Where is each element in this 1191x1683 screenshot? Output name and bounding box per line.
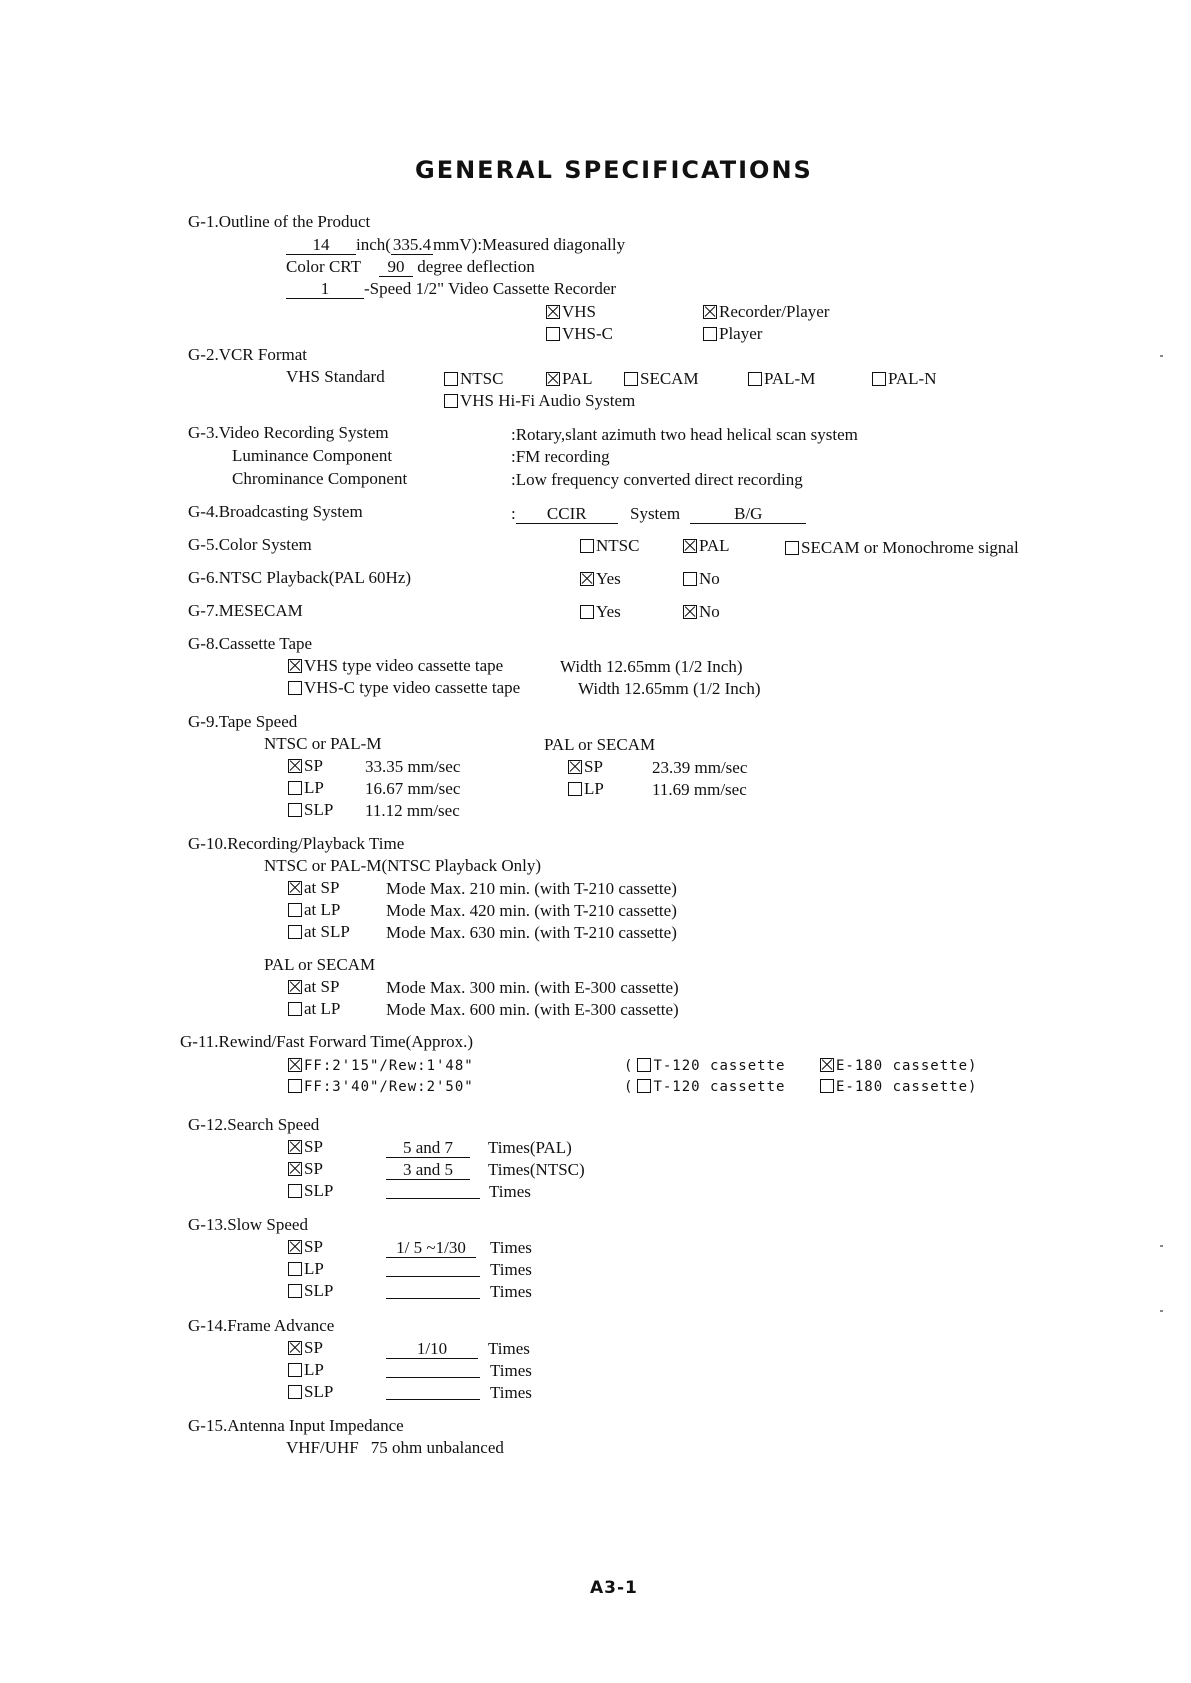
checkbox-checked-icon bbox=[288, 881, 302, 895]
g6-yes bbox=[580, 569, 621, 589]
label: VHS Hi-Fi Audio System bbox=[460, 391, 636, 410]
g1-crt-size-line bbox=[286, 235, 625, 255]
g2-label: VHS Standard bbox=[286, 367, 385, 386]
antenna-value: 75 ohm unbalanced bbox=[370, 1438, 504, 1457]
label: at LP bbox=[304, 900, 341, 919]
g5-pal bbox=[683, 536, 730, 556]
checkbox-empty-icon bbox=[872, 372, 886, 386]
blank-line bbox=[386, 1282, 480, 1299]
checkbox-empty-icon bbox=[288, 925, 302, 939]
g1-color-crt-line bbox=[286, 257, 535, 277]
g10-pal-heading: PAL or SECAM bbox=[264, 955, 376, 974]
times-label: Times bbox=[490, 1361, 532, 1380]
checkbox-empty-icon bbox=[288, 681, 302, 695]
checkbox-empty-icon bbox=[288, 1363, 302, 1377]
g5-heading: G-5.Color System bbox=[188, 535, 312, 554]
paren: ( bbox=[624, 1079, 634, 1095]
blank-line bbox=[386, 1361, 480, 1378]
g9-ntsc-slp-value: 11.12 mm/sec bbox=[365, 801, 460, 820]
checkbox-empty-icon bbox=[637, 1079, 651, 1093]
g13-heading: G-13.Slow Speed bbox=[188, 1215, 308, 1234]
label: SP bbox=[304, 1338, 323, 1357]
g2-heading: G-2.VCR Format bbox=[188, 345, 307, 364]
g10-heading: G-10.Recording/Playback Time bbox=[188, 834, 405, 853]
checkbox-empty-icon bbox=[624, 372, 638, 386]
checkbox-empty-icon bbox=[288, 781, 302, 795]
checkbox-checked-icon bbox=[820, 1058, 834, 1072]
g1-recorder-player bbox=[703, 302, 829, 322]
g12-ntsc-line bbox=[386, 1160, 585, 1180]
times-label: Times bbox=[490, 1383, 532, 1402]
checkbox-empty-icon bbox=[288, 1262, 302, 1276]
crt-size-inch: 14 bbox=[286, 236, 356, 255]
g12-slp-line bbox=[386, 1182, 531, 1202]
crt-size-mm: 335.4 bbox=[392, 235, 432, 254]
search-ntsc-label: Times(NTSC) bbox=[488, 1160, 585, 1179]
g6-heading: G-6.NTSC Playback(PAL 60Hz) bbox=[188, 568, 412, 587]
label: SP bbox=[584, 757, 603, 776]
label: VHS-C type video cassette tape bbox=[304, 678, 521, 697]
checkbox-checked-icon bbox=[288, 1240, 302, 1254]
g12-sp-pal bbox=[288, 1137, 323, 1157]
g3-heading: G-3.Video Recording System bbox=[188, 423, 389, 442]
g3-heading-value: :Rotary,slant azimuth two head helical scan system bbox=[511, 425, 858, 444]
speed-suffix: -Speed 1/2" Video Cassette Recorder bbox=[364, 279, 617, 298]
checkbox-empty-icon bbox=[546, 327, 560, 341]
g2-pal-n bbox=[872, 369, 937, 389]
checkbox-checked-icon bbox=[568, 760, 582, 774]
checkbox-empty-icon bbox=[568, 782, 582, 796]
deflection-value: 90 bbox=[379, 258, 413, 277]
g6-no bbox=[683, 569, 720, 589]
g15-line bbox=[286, 1438, 504, 1458]
label: VHS bbox=[562, 302, 597, 321]
label: PAL-M bbox=[764, 369, 816, 388]
g11-row2-t120 bbox=[624, 1077, 785, 1097]
page-number: A3-1 bbox=[590, 1578, 638, 1598]
g1-vhs-c bbox=[546, 324, 613, 344]
checkbox-checked-icon bbox=[288, 1162, 302, 1176]
label: SP bbox=[304, 1159, 323, 1178]
times-label: Times bbox=[490, 1282, 532, 1301]
page-title: GENERAL SPECIFICATIONS bbox=[415, 156, 813, 184]
g14-lp-line bbox=[386, 1361, 532, 1381]
g10-pal-sp-value: Mode Max. 300 min. (with E-300 cassette) bbox=[386, 978, 679, 997]
broadcast-system: B/G bbox=[690, 505, 806, 524]
label: FF:2'15"/Rew:1'48" bbox=[304, 1058, 474, 1074]
g9-pal-lp bbox=[568, 779, 604, 799]
g9-ntsc-slp bbox=[288, 800, 333, 820]
g12-sp-ntsc bbox=[288, 1159, 323, 1179]
g9-ntsc-heading: NTSC or PAL-M bbox=[264, 734, 382, 753]
broadcast-standard: CCIR bbox=[516, 505, 618, 524]
label: at SP bbox=[304, 878, 340, 897]
checkbox-empty-icon bbox=[288, 1385, 302, 1399]
label: LP bbox=[304, 1259, 324, 1278]
times-label: Times bbox=[490, 1260, 532, 1279]
checkbox-empty-icon bbox=[444, 394, 458, 408]
label: FF:3'40"/Rew:2'50" bbox=[304, 1079, 474, 1095]
checkbox-empty-icon bbox=[580, 605, 594, 619]
g5-ntsc bbox=[580, 536, 639, 556]
g15-heading: G-15.Antenna Input Impedance bbox=[188, 1416, 404, 1435]
g10-ntsc-slp-value: Mode Max. 630 min. (with T-210 cassette) bbox=[386, 923, 677, 942]
g10-pal-sp bbox=[288, 977, 339, 997]
deflection-suffix: degree deflection bbox=[417, 257, 535, 276]
search-pal-label: Times(PAL) bbox=[488, 1138, 572, 1157]
g8-vhs-width: Width 12.65mm (1/2 Inch) bbox=[560, 657, 743, 676]
g12-slp bbox=[288, 1181, 333, 1201]
label: SLP bbox=[304, 1382, 334, 1401]
g14-sp-line bbox=[386, 1339, 530, 1359]
g9-ntsc-sp bbox=[288, 756, 323, 776]
g4-heading: G-4.Broadcasting System bbox=[188, 502, 363, 521]
checkbox-checked-icon bbox=[546, 305, 560, 319]
g1-speed-line bbox=[286, 279, 616, 299]
search-ntsc-value: 3 and 5 bbox=[386, 1161, 470, 1180]
g10-ntsc-lp bbox=[288, 900, 340, 920]
g1-heading: G-1.Outline of the Product bbox=[188, 212, 371, 231]
g13-sp bbox=[288, 1237, 323, 1257]
label: PAL bbox=[699, 536, 730, 555]
g3-chrominance: Chrominance Component bbox=[232, 469, 408, 488]
g9-ntsc-lp bbox=[288, 778, 324, 798]
label: SLP bbox=[304, 800, 334, 819]
checkbox-checked-icon bbox=[683, 539, 697, 553]
g5-secam bbox=[785, 538, 1019, 558]
label: VHS-C bbox=[562, 324, 614, 343]
g10-ntsc-sp bbox=[288, 878, 339, 898]
label: PAL bbox=[562, 369, 593, 388]
label: T-120 cassette bbox=[653, 1058, 786, 1074]
checkbox-empty-icon bbox=[288, 1002, 302, 1016]
g9-pal-lp-value: 11.69 mm/sec bbox=[652, 780, 747, 799]
g9-ntsc-lp-value: 16.67 mm/sec bbox=[365, 779, 461, 798]
g9-pal-sp-value: 23.39 mm/sec bbox=[652, 758, 748, 777]
label: Recorder/Player bbox=[719, 302, 830, 321]
label: at SLP bbox=[304, 922, 350, 941]
crt-size-text: inch( bbox=[356, 235, 391, 254]
checkbox-empty-icon bbox=[580, 539, 594, 553]
label: No bbox=[699, 569, 720, 588]
g3-luminance: Luminance Component bbox=[232, 446, 393, 465]
speed-value: 1 bbox=[286, 280, 364, 299]
g4-values bbox=[511, 504, 806, 524]
g8-vhsc-width: Width 12.65mm (1/2 Inch) bbox=[578, 679, 761, 698]
label: NTSC bbox=[596, 536, 640, 555]
label: SLP bbox=[304, 1281, 334, 1300]
times-label: Times bbox=[490, 1238, 532, 1257]
label: SECAM or Monochrome signal bbox=[801, 538, 1019, 557]
scan-speck bbox=[1160, 355, 1163, 357]
g13-slp-line bbox=[386, 1282, 532, 1302]
g9-pal-heading: PAL or SECAM bbox=[544, 735, 656, 754]
checkbox-empty-icon bbox=[288, 1184, 302, 1198]
checkbox-empty-icon bbox=[288, 803, 302, 817]
g10-pal-lp bbox=[288, 999, 340, 1019]
label: SP bbox=[304, 756, 323, 775]
checkbox-empty-icon bbox=[288, 1079, 302, 1093]
g2-secam bbox=[624, 369, 699, 389]
slow-sp-value: 1/ 5 ~1/30 bbox=[386, 1239, 476, 1258]
colon: : bbox=[511, 504, 516, 523]
checkbox-empty-icon bbox=[703, 327, 717, 341]
g7-heading: G-7.MESECAM bbox=[188, 601, 303, 620]
g2-pal bbox=[546, 369, 593, 389]
g10-ntsc-slp bbox=[288, 922, 350, 942]
g13-lp-line bbox=[386, 1260, 532, 1280]
g7-no bbox=[683, 602, 720, 622]
checkbox-empty-icon bbox=[748, 372, 762, 386]
times-label: Times bbox=[488, 1339, 530, 1358]
label: SP bbox=[304, 1237, 323, 1256]
label: SP bbox=[304, 1137, 323, 1156]
label: NTSC bbox=[460, 369, 504, 388]
checkbox-empty-icon bbox=[288, 1284, 302, 1298]
checkbox-checked-icon bbox=[288, 659, 302, 673]
g11-row1-e180 bbox=[820, 1056, 977, 1076]
label: at SP bbox=[304, 977, 340, 996]
frame-advance-value: 1/10 bbox=[386, 1340, 478, 1359]
checkbox-checked-icon bbox=[546, 372, 560, 386]
checkbox-empty-icon bbox=[637, 1058, 651, 1072]
paren: ( bbox=[624, 1058, 634, 1074]
g13-lp bbox=[288, 1259, 324, 1279]
g14-sp bbox=[288, 1338, 323, 1358]
g10-ntsc-heading: NTSC or PAL-M(NTSC Playback Only) bbox=[264, 856, 542, 875]
checkbox-checked-icon bbox=[288, 1058, 302, 1072]
g2-ntsc bbox=[444, 369, 503, 389]
system-label: System bbox=[629, 504, 681, 523]
checkbox-checked-icon bbox=[288, 1341, 302, 1355]
search-pal-value: 5 and 7 bbox=[386, 1139, 470, 1158]
g8-vhsc bbox=[288, 678, 520, 698]
scan-speck bbox=[1160, 1245, 1163, 1247]
g1-vhs bbox=[546, 302, 596, 322]
checkbox-checked-icon bbox=[288, 980, 302, 994]
g3-luminance-value: :FM recording bbox=[511, 447, 610, 466]
g11-row2 bbox=[288, 1076, 474, 1097]
label: E-180 cassette) bbox=[836, 1058, 978, 1074]
blank-line bbox=[386, 1260, 480, 1277]
checkbox-empty-icon bbox=[444, 372, 458, 386]
checkbox-checked-icon bbox=[580, 572, 594, 586]
blank-line bbox=[386, 1383, 480, 1400]
g13-sp-line bbox=[386, 1238, 532, 1258]
g7-yes bbox=[580, 602, 621, 622]
scan-speck bbox=[1160, 1310, 1163, 1312]
g11-heading: G-11.Rewind/Fast Forward Time(Approx.) bbox=[180, 1032, 474, 1051]
g9-ntsc-sp-value: 33.35 mm/sec bbox=[365, 757, 461, 776]
label: Yes bbox=[596, 602, 621, 621]
g11-row2-e180 bbox=[820, 1077, 977, 1097]
g11-row1 bbox=[288, 1055, 474, 1076]
checkbox-empty-icon bbox=[683, 572, 697, 586]
checkbox-empty-icon bbox=[288, 903, 302, 917]
g2-pal-m bbox=[748, 369, 815, 389]
label: No bbox=[699, 602, 720, 621]
color-crt-label: Color CRT bbox=[286, 257, 361, 276]
label: VHS type video cassette tape bbox=[304, 656, 504, 675]
label: at LP bbox=[304, 999, 341, 1018]
checkbox-empty-icon bbox=[820, 1079, 834, 1093]
checkbox-checked-icon bbox=[288, 1140, 302, 1154]
label: LP bbox=[304, 778, 324, 797]
crt-size-suffix: mmV):Measured diagonally bbox=[432, 235, 626, 254]
g2-hifi bbox=[444, 391, 635, 411]
label: T-120 cassette bbox=[653, 1079, 786, 1095]
g8-vhs bbox=[288, 656, 503, 676]
antenna-label: VHF/UHF bbox=[286, 1438, 359, 1457]
g14-heading: G-14.Frame Advance bbox=[188, 1316, 335, 1335]
checkbox-empty-icon bbox=[785, 541, 799, 555]
g12-heading: G-12.Search Speed bbox=[188, 1115, 320, 1134]
label: SLP bbox=[304, 1181, 334, 1200]
g8-heading: G-8.Cassette Tape bbox=[188, 634, 313, 653]
label: Yes bbox=[596, 569, 621, 588]
blank-line bbox=[386, 1182, 480, 1199]
label: Player bbox=[719, 324, 763, 343]
g14-slp-line bbox=[386, 1383, 532, 1403]
g9-pal-sp bbox=[568, 757, 603, 777]
g13-slp bbox=[288, 1281, 333, 1301]
g10-ntsc-lp-value: Mode Max. 420 min. (with T-210 cassette) bbox=[386, 901, 677, 920]
g11-row1-t120 bbox=[624, 1056, 785, 1076]
checkbox-checked-icon bbox=[288, 759, 302, 773]
g10-ntsc-sp-value: Mode Max. 210 min. (with T-210 cassette) bbox=[386, 879, 677, 898]
g3-chrominance-value: :Low frequency converted direct recording bbox=[511, 470, 803, 489]
checkbox-checked-icon bbox=[683, 605, 697, 619]
checkbox-checked-icon bbox=[703, 305, 717, 319]
label: E-180 cassette) bbox=[836, 1079, 978, 1095]
label: LP bbox=[584, 779, 604, 798]
g10-pal-lp-value: Mode Max. 600 min. (with E-300 cassette) bbox=[386, 1000, 679, 1019]
label: LP bbox=[304, 1360, 324, 1379]
g1-player bbox=[703, 324, 762, 344]
g14-slp bbox=[288, 1382, 333, 1402]
label: PAL-N bbox=[888, 369, 937, 388]
g12-pal-line bbox=[386, 1138, 572, 1158]
label: SECAM bbox=[640, 369, 699, 388]
times-label: Times bbox=[489, 1182, 531, 1201]
g14-lp bbox=[288, 1360, 324, 1380]
g9-heading: G-9.Tape Speed bbox=[188, 712, 298, 731]
